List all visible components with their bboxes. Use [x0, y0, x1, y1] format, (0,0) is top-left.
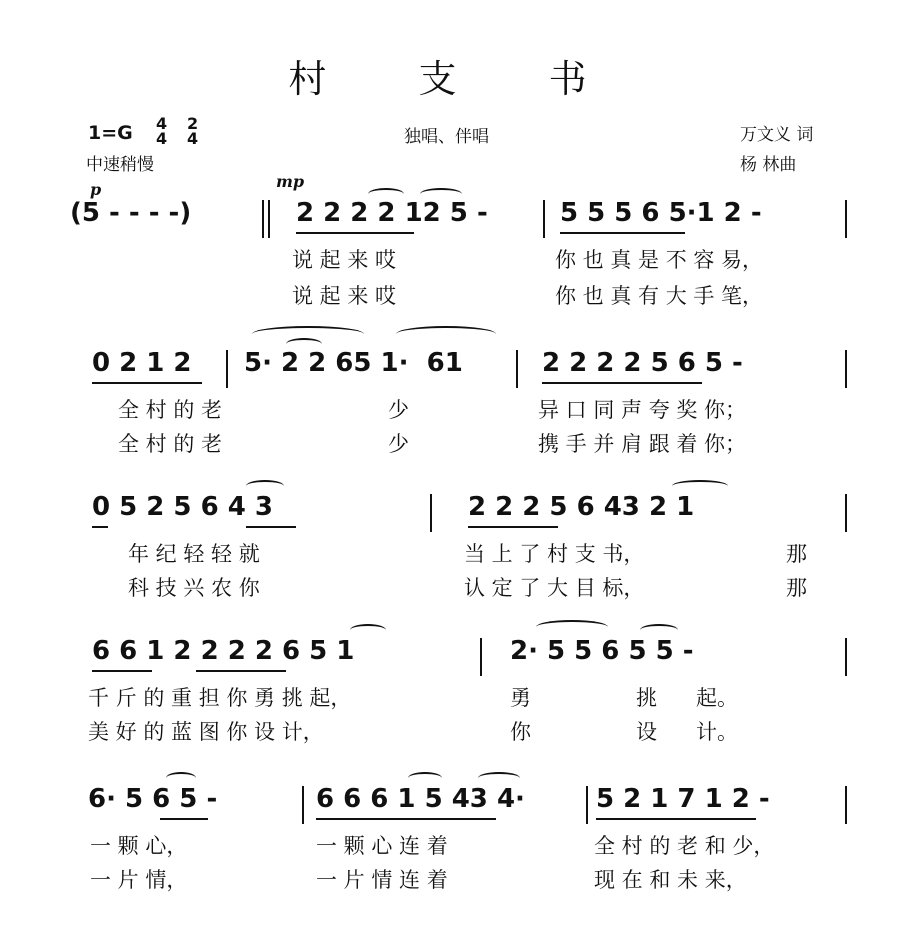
bar-line — [586, 786, 588, 824]
slur — [408, 772, 442, 784]
beam — [92, 526, 108, 528]
beam — [92, 670, 152, 672]
lyric-text: 那 — [786, 576, 807, 600]
lyric-text: 全 村 的 老 — [118, 398, 223, 422]
bar-line — [845, 786, 847, 824]
lyric-text: 全 村 的 老 — [118, 432, 223, 456]
measure-notes: 2 2 2 5 6 43 2 1 — [468, 492, 695, 522]
lyric-text: 科 技 兴 农 你 — [128, 576, 260, 600]
beam — [316, 818, 496, 820]
lyric-text: 你 也 真 是 不 容 易， — [555, 248, 764, 272]
dynamic-p: p — [90, 180, 102, 199]
beam — [596, 818, 756, 820]
measure-notes: 6· 5 6 5 - — [88, 784, 218, 814]
measure-notes: 5 2 1 7 1 2 - — [596, 784, 770, 814]
beam — [246, 526, 296, 528]
lyric-text: 异 口 同 声 夸 奖 你； — [538, 398, 747, 422]
notes-line — [0, 198, 915, 238]
measure-notes: 6 6 6 1 5 43 4· — [316, 784, 525, 814]
lyric-text: 挑 — [636, 686, 657, 710]
beam — [92, 382, 202, 384]
beam — [542, 382, 702, 384]
bar-line — [543, 200, 545, 238]
lyric-text: 少 — [388, 398, 409, 422]
slur — [286, 338, 322, 350]
performance-note: 独唱、伴唱 — [404, 127, 489, 147]
repeat-bar — [268, 200, 270, 238]
lyric-text: 少 — [388, 432, 409, 456]
lyric-text: 你 — [510, 720, 531, 744]
lyric-text: 认 定 了 大 目 标， — [464, 576, 645, 600]
measure-notes: 6 6 1 2 2 2 2 6 5 1 — [92, 636, 355, 666]
slur — [396, 326, 496, 342]
notes-line — [0, 784, 915, 824]
measure-notes: 5 5 5 6 5·1 2 - — [560, 198, 762, 228]
measure-notes: 2 2 2 2 5 6 5 - — [542, 348, 743, 378]
lyric-verse-1 — [0, 244, 915, 274]
beam — [196, 670, 286, 672]
measure-notes: 0 5 2 5 6 4 3 — [92, 492, 273, 522]
intro-notes: (5 - - - -) — [70, 198, 192, 228]
lyric-text: 设 — [636, 720, 657, 744]
lyric-text: 起。 — [696, 686, 738, 710]
notes-line — [0, 348, 915, 388]
beam — [468, 526, 558, 528]
bar-line — [302, 786, 304, 824]
lyric-text: 当 上 了 村 支 书， — [464, 542, 645, 566]
bar-line — [480, 638, 482, 676]
bar-line — [516, 350, 518, 388]
slur — [536, 620, 608, 634]
slur — [350, 624, 386, 636]
measure-notes: 5· 2 2 65 1· 61 — [244, 348, 463, 378]
slur — [478, 772, 520, 784]
measure-notes: 0 2 1 2 — [92, 348, 192, 378]
measure-notes: 2 2 2 2 12 5 - — [296, 198, 488, 228]
lyric-verse-2 — [0, 716, 915, 746]
lyric-verse-2 — [0, 572, 915, 602]
lyric-verse-1 — [0, 394, 915, 424]
time-top: 2 — [187, 114, 199, 133]
lyric-verse-2 — [0, 428, 915, 458]
lyric-text: 一 片 情 连 着 — [316, 868, 448, 892]
beam — [560, 232, 685, 234]
lyric-text: 一 颗 心， — [90, 834, 188, 858]
bar-line — [430, 494, 432, 532]
lyric-verse-2 — [0, 280, 915, 310]
measure-notes: 2· 5 5 6 5 5 - — [510, 636, 694, 666]
slur — [246, 480, 284, 492]
lyric-text: 说 起 来 哎 — [292, 248, 397, 272]
lyric-text: 你 也 真 有 大 手 笔， — [555, 284, 764, 308]
lyric-verse-2 — [0, 864, 915, 894]
lyric-text: 现 在 和 未 来， — [594, 868, 747, 892]
lyric-text: 携 手 并 肩 跟 着 你； — [538, 432, 747, 456]
song-title: 村 支 书 — [288, 57, 627, 101]
bar-line — [845, 494, 847, 532]
lyric-text: 一 颗 心 连 着 — [316, 834, 448, 858]
time-top: 4 — [156, 114, 168, 133]
lyric-text: 一 片 情， — [90, 868, 188, 892]
composer-credit: 杨 林曲 — [740, 155, 797, 175]
repeat-bar — [262, 200, 264, 238]
slur — [166, 772, 196, 784]
lyric-verse-1 — [0, 538, 915, 568]
lyric-verse-1 — [0, 682, 915, 712]
slur — [640, 624, 678, 636]
lyric-text: 全 村 的 老 和 少， — [594, 834, 775, 858]
lyric-text: 那 — [786, 542, 807, 566]
dynamic-mp: mp — [276, 172, 305, 191]
notes-line — [0, 492, 915, 532]
bar-line — [845, 350, 847, 388]
time-signature-2-4 — [187, 116, 198, 146]
lyric-text: 年 纪 轻 轻 就 — [128, 542, 260, 566]
lyricist-credit: 万文义 词 — [740, 125, 814, 145]
slur — [672, 480, 728, 492]
slur — [420, 188, 462, 200]
time-bottom: 4 — [156, 129, 168, 148]
beam — [296, 232, 414, 234]
lyric-text: 勇 — [510, 686, 531, 710]
bar-line — [226, 350, 228, 388]
time-bottom: 4 — [187, 129, 199, 148]
time-signature-4-4 — [156, 116, 167, 146]
lyric-text: 千 斤 的 重 担 你 勇 挑 起， — [88, 686, 352, 710]
tempo-marking: 中速稍慢 — [86, 155, 154, 175]
bar-line — [845, 200, 847, 238]
beam — [160, 818, 208, 820]
notes-line — [0, 636, 915, 676]
lyric-text: 美 好 的 蓝 图 你 设 计， — [88, 720, 324, 744]
bar-line — [845, 638, 847, 676]
lyric-verse-1 — [0, 830, 915, 860]
key-signature: 1=G — [88, 122, 133, 144]
lyric-text: 说 起 来 哎 — [292, 284, 397, 308]
slur — [368, 188, 404, 200]
lyric-text: 计。 — [696, 720, 738, 744]
